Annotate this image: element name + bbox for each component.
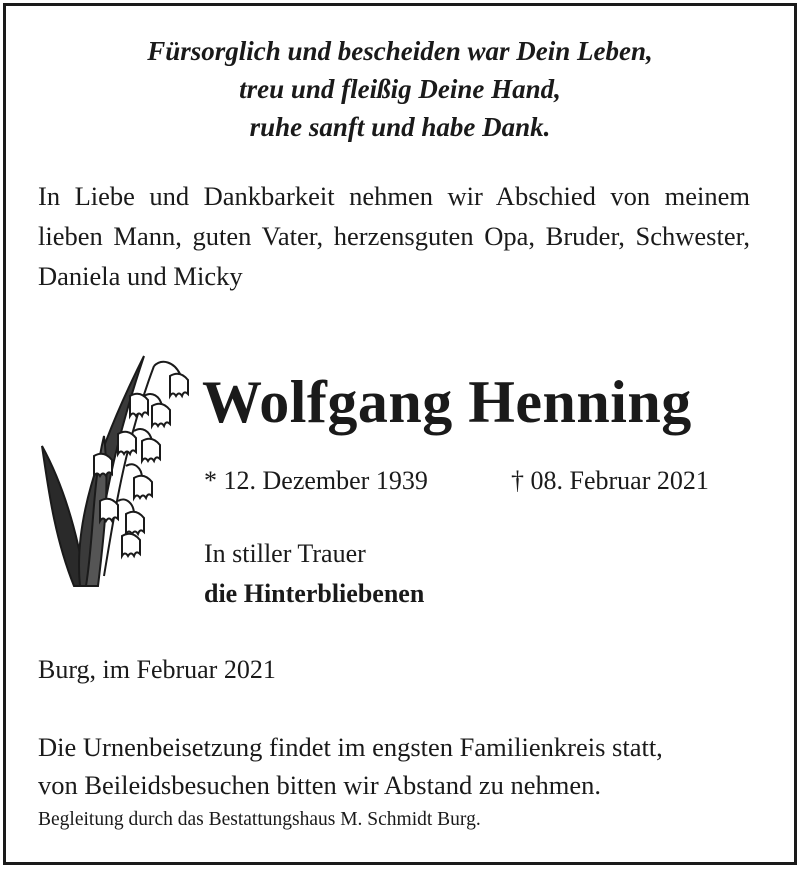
mourners-line-2: die Hinterbliebenen xyxy=(204,579,425,608)
lily-of-the-valley-icon xyxy=(34,336,194,592)
mourners-line-1: In stiller Trauer xyxy=(204,539,366,568)
undertaker-note: Begleitung durch das Bestattungshaus M. Schmidt Burg. xyxy=(38,809,481,830)
poem xyxy=(6,32,794,146)
birth-date: * 12. Dezember 1939 xyxy=(204,466,428,495)
obituary-frame xyxy=(3,3,797,865)
intro-text: In Liebe und Dankbarkeit nehmen wir Abschied von meinem lieben Mann, guten Vater, herzensguten Opa, Bruder, Schwester, Daniela und Micky xyxy=(38,181,750,291)
notice-line-2: von Beileidsbesuchen bitten wir Abstand zu nehmen. xyxy=(38,770,602,800)
deceased-name: Wolfgang Henning xyxy=(202,369,692,435)
notice-line-1: Die Urnenbeisetzung findet im engsten Familienkreis statt, xyxy=(38,732,663,762)
poem-line-3: ruhe sanft und habe Dank. xyxy=(249,112,551,142)
poem-line-2: treu und fleißig Deine Hand, xyxy=(239,74,561,104)
death-date: † 08. Februar 2021 xyxy=(511,466,709,495)
place-date: Burg, im Februar 2021 xyxy=(38,655,276,684)
burial-notice xyxy=(38,728,758,804)
poem-line-1: Fürsorglich und bescheiden war Dein Leben, xyxy=(147,36,653,66)
